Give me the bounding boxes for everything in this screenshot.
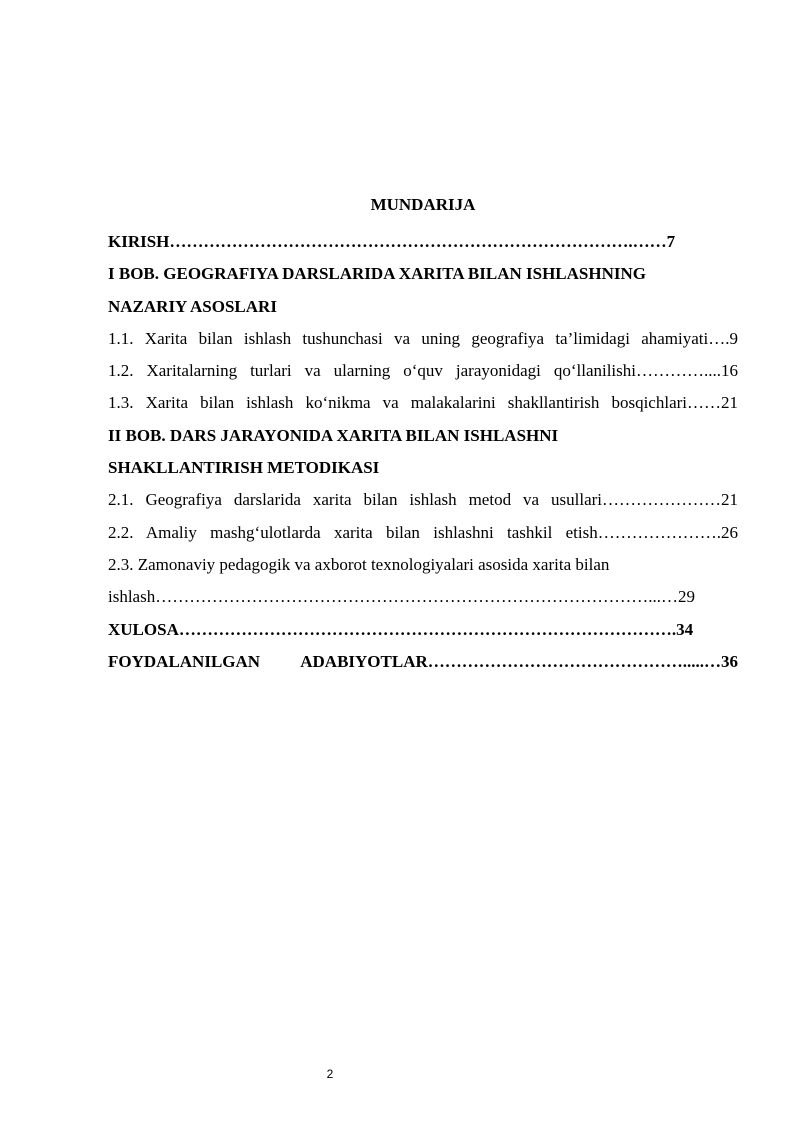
table-of-contents [108, 226, 738, 678]
toc-entry-introduction: KIRISH……………………………………………………………………….……7 [108, 232, 676, 251]
toc-chapter-1-heading-line-2: NAZARIY ASOSLARI [108, 296, 277, 316]
toc-entry-2-2: 2.2. Amaliy mashg‘ulotlarda xarita bilan ishlashni tashkil etish………………….26 [108, 522, 738, 542]
toc-chapter-2-heading-line-1: II BOB. DARS JARAYONIDA XARITA BILAN ISHLASHNI [108, 425, 559, 445]
toc-chapter-2-heading-line-2: SHAKLLANTIRISH METODIKASI [108, 458, 380, 478]
toc-entry-bibliography: FOYDALANILGAN ADABIYOTLAR……………………………………….....…36 [108, 651, 738, 671]
toc-entry-2-3-line-2: ishlash……………………………………………………………………………...…29 [108, 587, 695, 607]
toc-entry-conclusion: XULOSA…………………………………………………………………………….34 [108, 619, 694, 639]
toc-entry-1-3: 1.3. Xarita bilan ishlash ko‘nikma va malakalarini shakllantirish bosqichlari……21 [108, 393, 738, 413]
toc-entry-1-2: 1.2. Xaritalarning turlari va ularning o‘quv jarayonidagi qo‘llanilishi…………....16 [108, 361, 738, 381]
toc-entry-2-3-line-1: 2.3. Zamonaviy pedagogik va axborot texnologiyalari asosida xarita bilan [108, 554, 610, 574]
toc-entry-2-1: 2.1. Geografiya darslarida xarita bilan ishlash metod va usullari…………………21 [108, 490, 738, 510]
toc-entry-1-1: 1.1. Xarita bilan ishlash tushunchasi va uning geografiya ta’limidagi ahamiyati….9 [108, 328, 738, 348]
page-number: 2 [326, 1067, 334, 1081]
toc-chapter-1-heading-line-1: I BOB. GEOGRAFIYA DARSLARIDA XARITA BILAN ISHLASHNING [108, 264, 646, 284]
toc-title: MUNDARIJA [370, 195, 476, 214]
